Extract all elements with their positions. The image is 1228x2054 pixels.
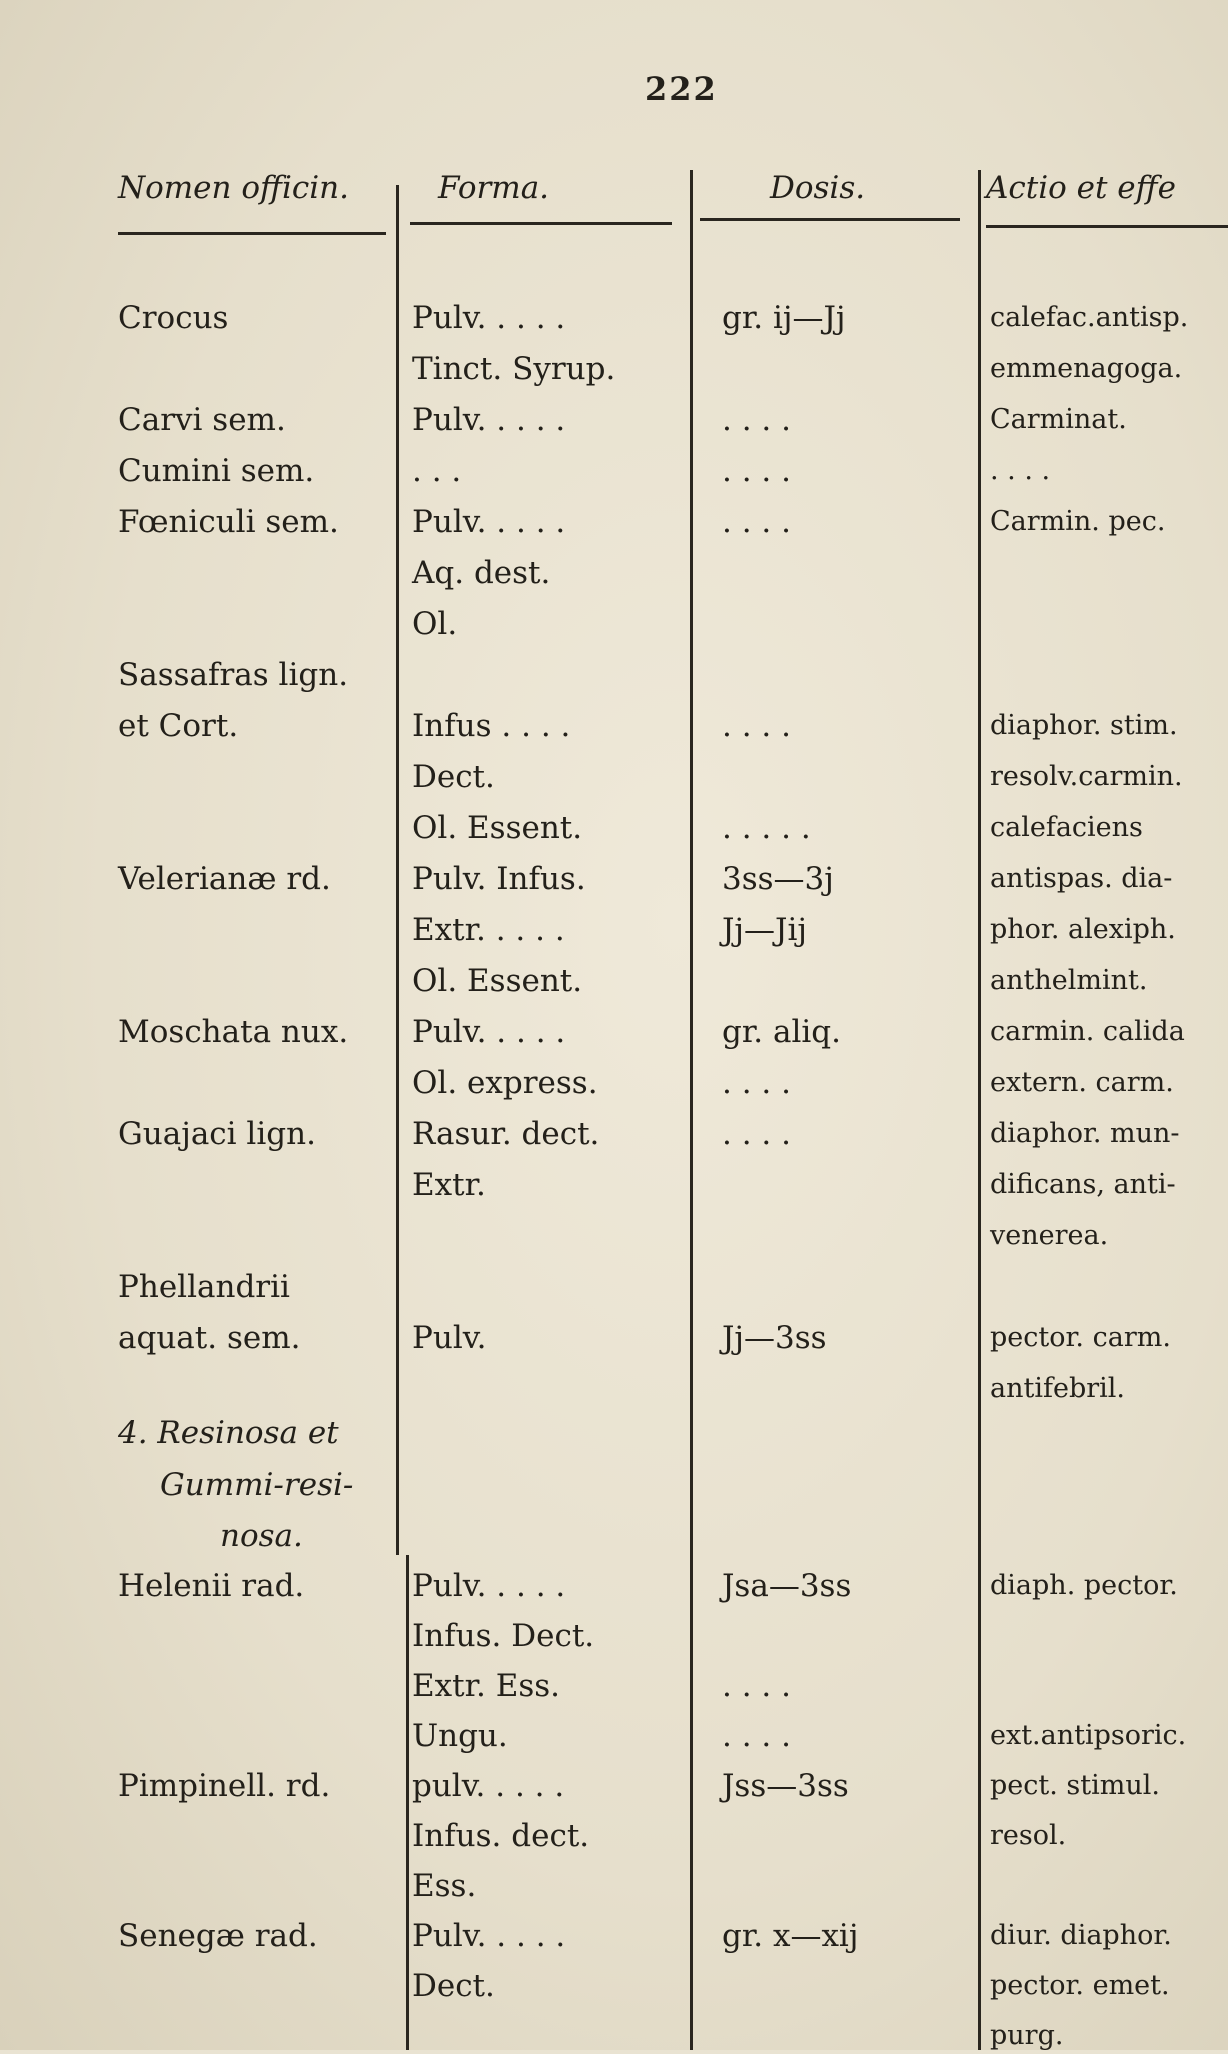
column-divider-1b	[406, 1555, 409, 2050]
cell-name: Phellandrii	[118, 1269, 290, 1305]
cell-forma: pulv. . . . .	[412, 1768, 565, 1804]
cell-forma: Pulv. . . . .	[412, 504, 566, 540]
header-rule-dosis	[700, 218, 960, 221]
cell-actio: resolv.carmin.	[990, 761, 1183, 792]
cell-forma: Extr.	[412, 1167, 486, 1203]
cell-forma: Ol. Essent.	[412, 963, 583, 999]
cell-forma: Pulv. . . . .	[412, 1014, 566, 1050]
cell-actio: carmin. calida	[990, 1016, 1185, 1047]
cell-name: Crocus	[118, 300, 229, 336]
cell-actio: anthelmint.	[990, 965, 1148, 996]
cell-name: et Cort.	[118, 708, 239, 744]
header-nomen: Nomen officin.	[118, 170, 349, 206]
cell-actio: Carmin. pec.	[990, 506, 1166, 537]
cell-name: aquat. sem.	[118, 1320, 301, 1356]
cell-name: Senegæ rad.	[118, 1918, 318, 1954]
cell-dosis: . . . .	[722, 504, 791, 540]
cell-actio: extern. carm.	[990, 1067, 1174, 1098]
cell-dosis: 3ss—3j	[722, 861, 834, 897]
column-divider-3	[978, 170, 981, 2050]
cell-forma: . . .	[412, 453, 462, 489]
cell-forma: Extr. . . . .	[412, 912, 565, 948]
cell-name: Helenii rad.	[118, 1568, 305, 1604]
section-heading-line: Gummi-resi-	[160, 1467, 354, 1503]
cell-dosis: Jss—3ss	[722, 1768, 849, 1804]
cell-forma: Extr. Ess.	[412, 1668, 560, 1704]
cell-actio: . . . .	[990, 455, 1051, 486]
cell-forma: Pulv. . . . .	[412, 300, 566, 336]
cell-forma: Dect.	[412, 759, 495, 795]
cell-forma: Ol. express.	[412, 1065, 598, 1101]
cell-dosis: . . . .	[722, 402, 791, 438]
section-heading-line: 4. Resinosa et	[118, 1415, 339, 1451]
cell-actio: Carminat.	[990, 404, 1127, 435]
cell-name: Velerianæ rd.	[118, 861, 331, 897]
cell-actio: diaphor. mun-	[990, 1118, 1180, 1149]
cell-forma: Pulv. . . . .	[412, 402, 566, 438]
cell-forma: Ol. Essent.	[412, 810, 583, 846]
cell-forma: Tinct. Syrup.	[412, 351, 616, 387]
cell-name: Guajaci lign.	[118, 1116, 316, 1152]
cell-actio: resol.	[990, 1820, 1067, 1851]
header-rule-forma	[410, 222, 672, 225]
cell-name: Sassafras lign.	[118, 657, 349, 693]
cell-name: Carvi sem.	[118, 402, 286, 438]
cell-dosis: gr. ij—Jj	[722, 300, 846, 336]
header-dosis: Dosis.	[770, 170, 866, 206]
cell-actio: antifebril.	[990, 1373, 1125, 1404]
cell-dosis: . . . .	[722, 1668, 791, 1704]
cell-dosis: . . . .	[722, 708, 791, 744]
cell-actio: diur. diaphor.	[990, 1920, 1172, 1951]
cell-dosis: gr. aliq.	[722, 1014, 841, 1050]
header-rule-actio	[986, 225, 1228, 228]
cell-forma: Infus. Dect.	[412, 1618, 595, 1654]
column-divider-1	[396, 185, 399, 1555]
cell-dosis: Jsa—3ss	[722, 1568, 852, 1604]
cell-dosis: Jj—Jij	[722, 912, 807, 948]
cell-forma: Infus . . . .	[412, 708, 571, 744]
cell-forma: Dect.	[412, 1968, 495, 2004]
cell-dosis: . . . .	[722, 1116, 791, 1152]
cell-dosis: . . . .	[722, 1718, 791, 1754]
cell-name: Moschata nux.	[118, 1014, 349, 1050]
cell-forma: Infus. dect.	[412, 1818, 590, 1854]
cell-name: Cumini sem.	[118, 453, 315, 489]
cell-actio: calefac.antisp.	[990, 302, 1189, 333]
cell-actio: purg.	[990, 2020, 1064, 2051]
cell-forma: Aq. dest.	[412, 555, 551, 591]
cell-actio: dificans, anti-	[990, 1169, 1176, 1200]
cell-forma: Pulv. . . . .	[412, 1918, 566, 1954]
cell-name: Pimpinell. rd.	[118, 1768, 331, 1804]
header-actio: Actio et effe	[986, 170, 1176, 206]
cell-actio: phor. alexiph.	[990, 914, 1176, 945]
cell-actio: diaphor. stim.	[990, 710, 1178, 741]
cell-dosis: gr. x—xij	[722, 1918, 859, 1954]
cell-actio: antispas. dia-	[990, 863, 1173, 894]
cell-actio: pector. emet.	[990, 1970, 1170, 2001]
header-rule-nomen	[118, 232, 386, 235]
column-divider-2	[690, 170, 693, 2050]
cell-dosis: . . . .	[722, 1065, 791, 1101]
cell-actio: venerea.	[990, 1220, 1109, 1251]
cell-forma: Rasur. dect.	[412, 1116, 600, 1152]
cell-actio: pect. stimul.	[990, 1770, 1160, 1801]
cell-forma: Ess.	[412, 1868, 477, 1904]
cell-actio: calefaciens	[990, 812, 1143, 843]
cell-forma: Pulv.	[412, 1320, 487, 1356]
cell-forma: Ungu.	[412, 1718, 508, 1754]
header-forma: Forma.	[438, 170, 550, 206]
cell-dosis: . . . . .	[722, 810, 811, 846]
page-number: 222	[645, 70, 718, 108]
cell-actio: pector. carm.	[990, 1322, 1171, 1353]
cell-actio: ext.antipsoric.	[990, 1720, 1187, 1751]
cell-dosis: . . . .	[722, 453, 791, 489]
cell-name: Fœniculi sem.	[118, 504, 339, 540]
cell-forma: Pulv. . . . .	[412, 1568, 566, 1604]
cell-actio: diaph. pector.	[990, 1570, 1178, 1601]
section-heading-line: nosa.	[220, 1518, 303, 1554]
cell-dosis: Jj—3ss	[722, 1320, 827, 1356]
cell-actio: emmenagoga.	[990, 353, 1183, 384]
cell-forma: Ol.	[412, 606, 458, 642]
cell-forma: Pulv. Infus.	[412, 861, 586, 897]
